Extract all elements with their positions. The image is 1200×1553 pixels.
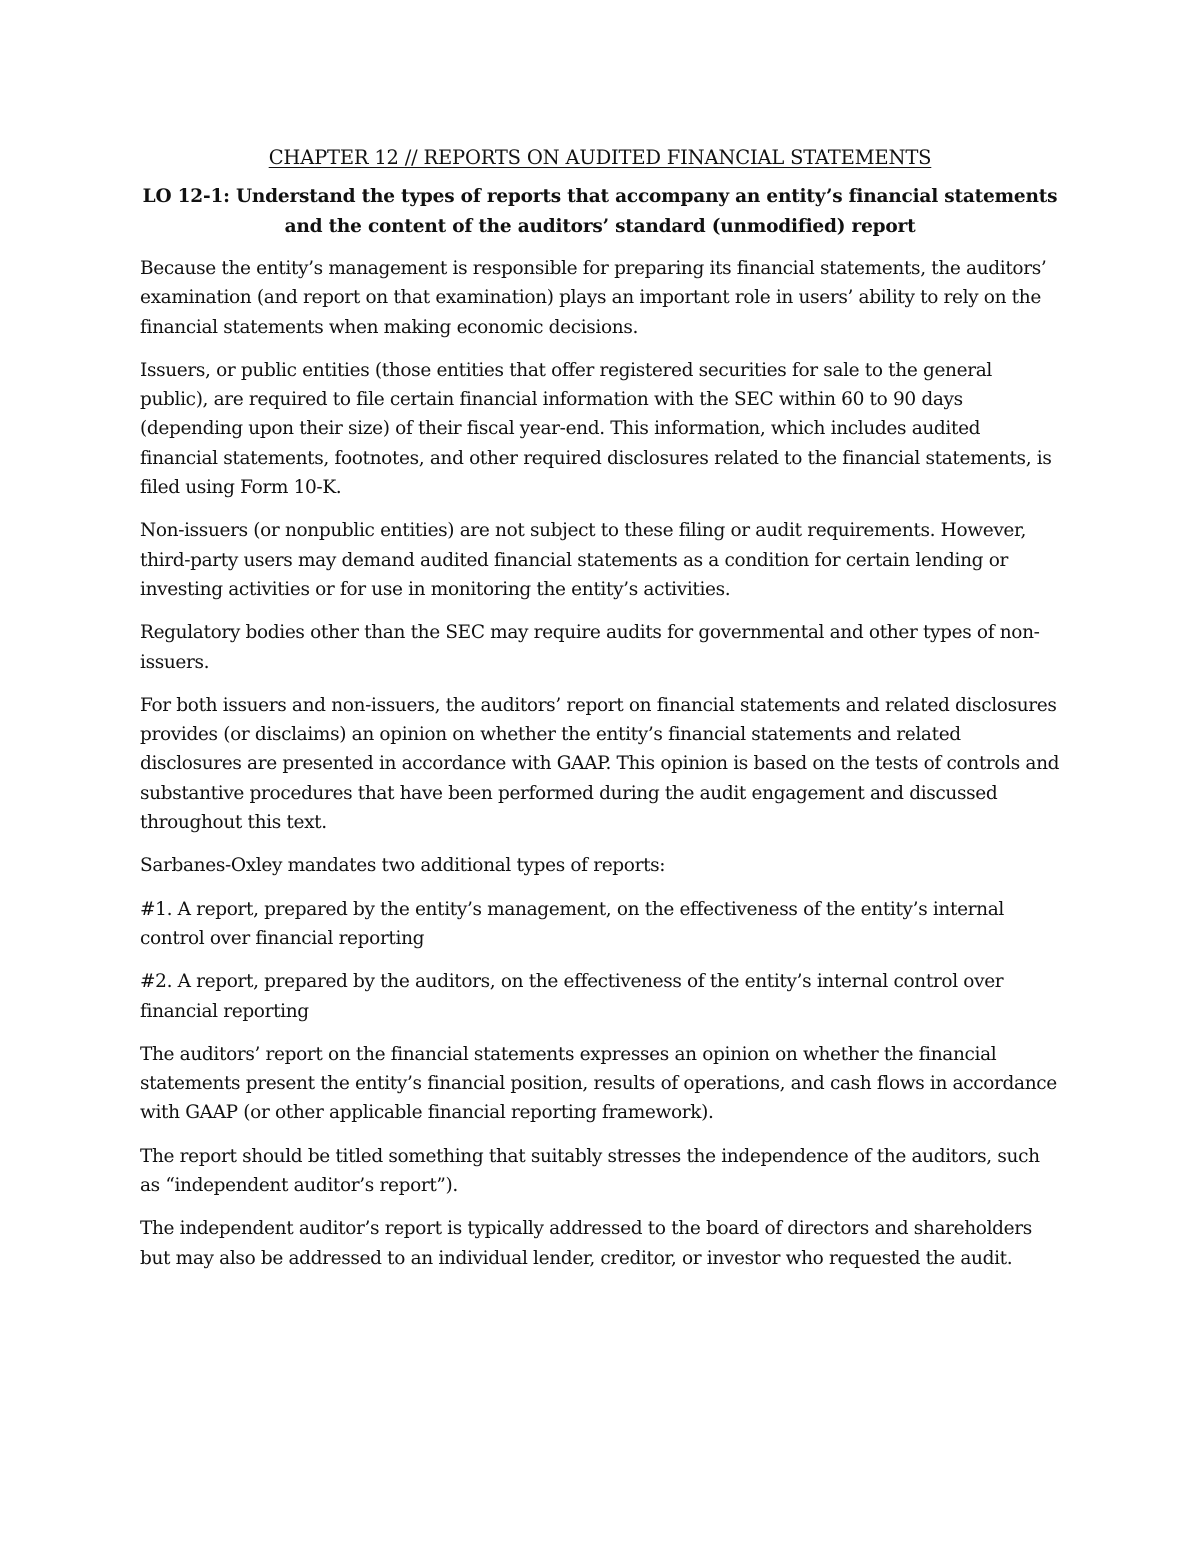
chapter-title: CHAPTER 12 // REPORTS ON AUDITED FINANCIAL STATEMENTS xyxy=(268,146,932,169)
paragraph-auditors-opinion: For both issuers and non-issuers, the auditors’ report on financial statements and related disclosures provides (or disclaims) an opinion on whether the entity’s financial statements and related disclosures are presented in accordance with GAAP. This opinion is based on the tests of controls and substantive procedures that have been performed during the audit engagement and discussed throughout this text. xyxy=(140,694,1060,834)
learning-objective-heading: LO 12-1: Understand the types of reports that accompany an entity’s financial statements and the content of the auditors’ standard (unmodified) report xyxy=(142,186,1058,237)
paragraph-report-1: #1. A report, prepared by the entity’s management, on the effectiveness of the entity’s internal control over financial reporting xyxy=(140,898,1004,949)
paragraph-sarbanes-oxley: Sarbanes-Oxley mandates two additional types of reports: xyxy=(140,855,666,877)
document-body xyxy=(140,143,1060,1287)
paragraph-issuers: Issuers, or public entities (those entities that offer registered securities for sale to the general public), are required to file certain financial information with the SEC within 60 to 90 days (depending upon their size) of their fiscal year-end. This information, which includes audited financial statements, footnotes, and other required disclosures related to the financial statements, is filed using Form 10-K. xyxy=(140,359,1052,499)
paragraph-management-responsibility: Because the entity’s management is responsible for preparing its financial statements, the auditors’ examination (and report on that examination) plays an important role in users’ ability to rely on the financial statements when making economic decisions. xyxy=(140,258,1047,338)
paragraph-report-addressee: The independent auditor’s report is typically addressed to the board of directors and shareholders but may also be addressed to an individual lender, creditor, or investor who requested the audit. xyxy=(140,1218,1032,1269)
paragraph-non-issuers: Non-issuers (or nonpublic entities) are not subject to these filing or audit requirements. However, third-party users may demand audited financial statements as a condition for certain lending or investing activities or for use in monitoring the entity’s activities. xyxy=(140,520,1027,600)
paragraph-report-title: The report should be titled something that suitably stresses the independence of the auditors, such as “independent auditor’s report”). xyxy=(140,1145,1040,1197)
paragraph-opinion-scope: The auditors’ report on the financial statements expresses an opinion on whether the financial statements present the entity’s financial position, results of operations, and cash flows in accordance with GAAP (or other applicable financial reporting framework). xyxy=(140,1043,1057,1124)
paragraph-regulatory-bodies: Regulatory bodies other than the SEC may require audits for governmental and other types of non-issuers. xyxy=(140,622,1040,673)
paragraph-report-2: #2. A report, prepared by the auditors, on the effectiveness of the entity’s internal control over financial reporting xyxy=(140,971,1004,1022)
